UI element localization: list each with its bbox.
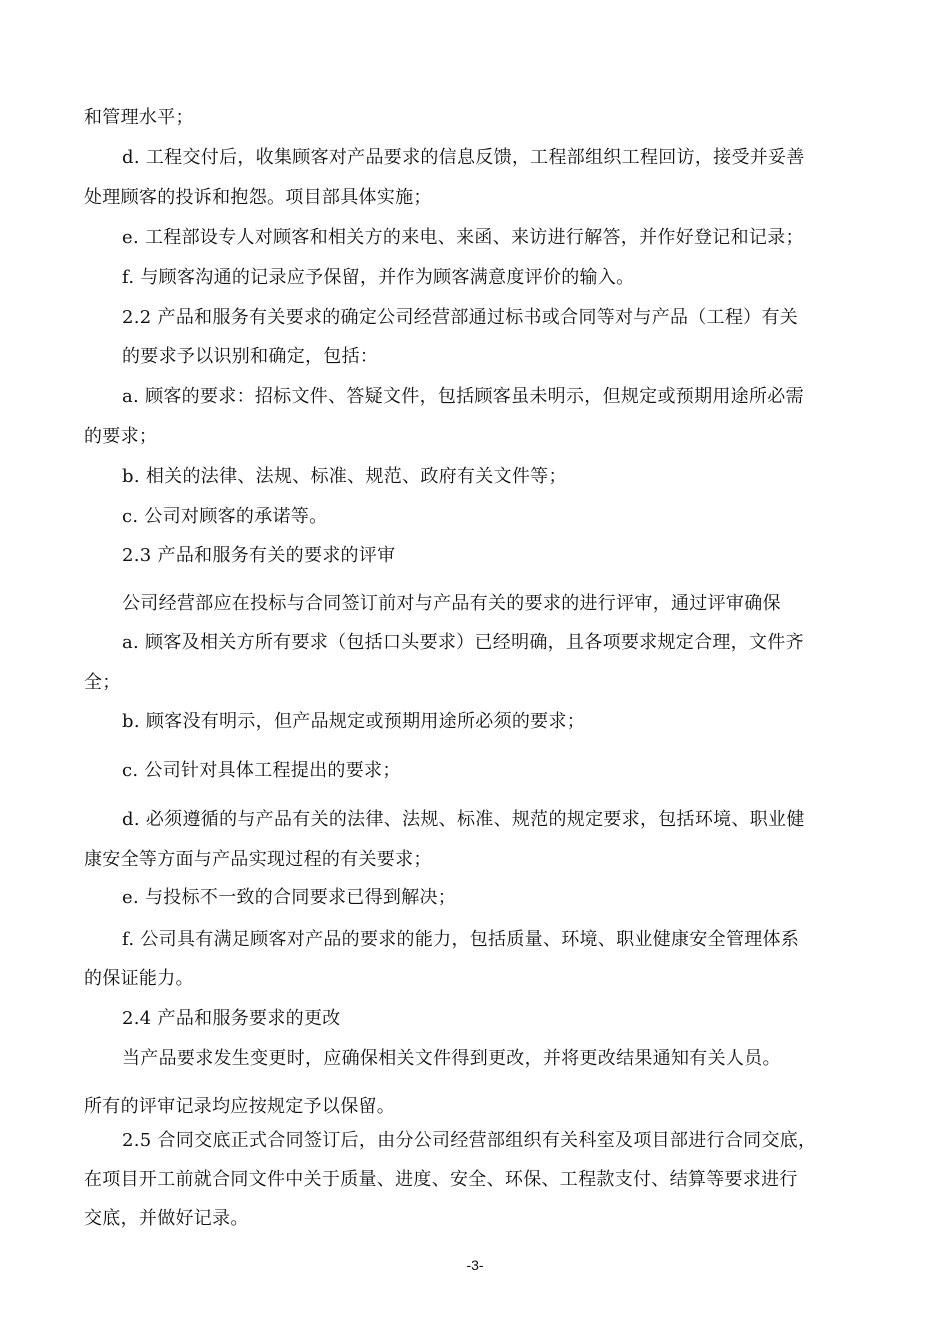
section-heading: 2.4 产品和服务要求的更改 — [122, 1008, 341, 1029]
text-line: c. 公司针对具体工程提出的要求； — [122, 760, 401, 781]
section-heading: 2.2 产品和服务有关要求的确定公司经营部通过标书或合同等对与产品（工程）有关 — [122, 307, 799, 328]
text-line: d. 工程交付后，收集顾客对产品要求的信息反馈，工程部组织工程回访，接受并妥善 — [122, 147, 805, 168]
text-line: f. 公司具有满足顾客对产品的要求的能力，包括质量、环境、职业健康安全管理体系 — [122, 929, 800, 950]
text-line: 全； — [84, 672, 121, 693]
text-line: 所有的评审记录均应按规定予以保留。 — [84, 1096, 396, 1117]
text-line: e. 工程部设专人对顾客和相关方的来电、来函、来访进行解答，并作好登记和记录； — [122, 227, 804, 248]
text-line: 的保证能力。 — [84, 968, 194, 989]
section-heading: 2.5 合同交底正式合同签订后，由分公司经营部组织有关科室及项目部进行合同交底， — [122, 1130, 817, 1151]
text-line: b. 相关的法律、法规、标准、规范、政府有关文件等； — [122, 466, 567, 487]
text-line: 公司经营部应在投标与合同签订前对与产品有关的要求的进行评审，通过评审确保 — [122, 593, 781, 614]
text-line: f. 与顾客沟通的记录应予保留，并作为顾客满意度评价的输入。 — [122, 267, 635, 288]
text-line: e. 与投标不一致的合同要求已得到解决； — [122, 887, 457, 908]
text-line: a. 顾客及相关方所有要求（包括口头要求）已经明确，且各项要求规定合理，文件齐 — [122, 632, 804, 653]
text-line: 当产品要求发生变更时，应确保相关文件得到更改，并将更改结果通知有关人员。 — [122, 1048, 781, 1069]
text-line: 的要求； — [84, 426, 158, 447]
text-line: 在项目开工前就合同文件中关于质量、进度、安全、环保、工程款支付、结算等要求进行 — [84, 1169, 798, 1190]
section-heading: 2.3 产品和服务有关的要求的评审 — [122, 545, 396, 566]
text-line: b. 顾客没有明示，但产品规定或预期用途所必须的要求； — [122, 711, 586, 732]
text-line: c. 公司对顾客的承诺等。 — [122, 506, 328, 527]
text-line: 交底，并做好记录。 — [84, 1208, 249, 1229]
text-line: 康安全等方面与产品实现过程的有关要求； — [84, 849, 432, 870]
text-line: 和管理水平； — [84, 107, 194, 128]
text-line: 处理顾客的投诉和抱怨。项目部具体实施； — [84, 187, 432, 208]
text-line: a. 顾客的要求：招标文件、答疑文件，包括顾客虽未明示，但规定或预期用途所必需 — [122, 386, 804, 407]
text-line: d. 必须遵循的与产品有关的法律、法规、标准、规范的规定要求，包括环境、职业健 — [122, 809, 805, 830]
text-line: 的要求予以识别和确定，包括： — [122, 346, 379, 367]
page-number: -3- — [466, 1257, 484, 1273]
